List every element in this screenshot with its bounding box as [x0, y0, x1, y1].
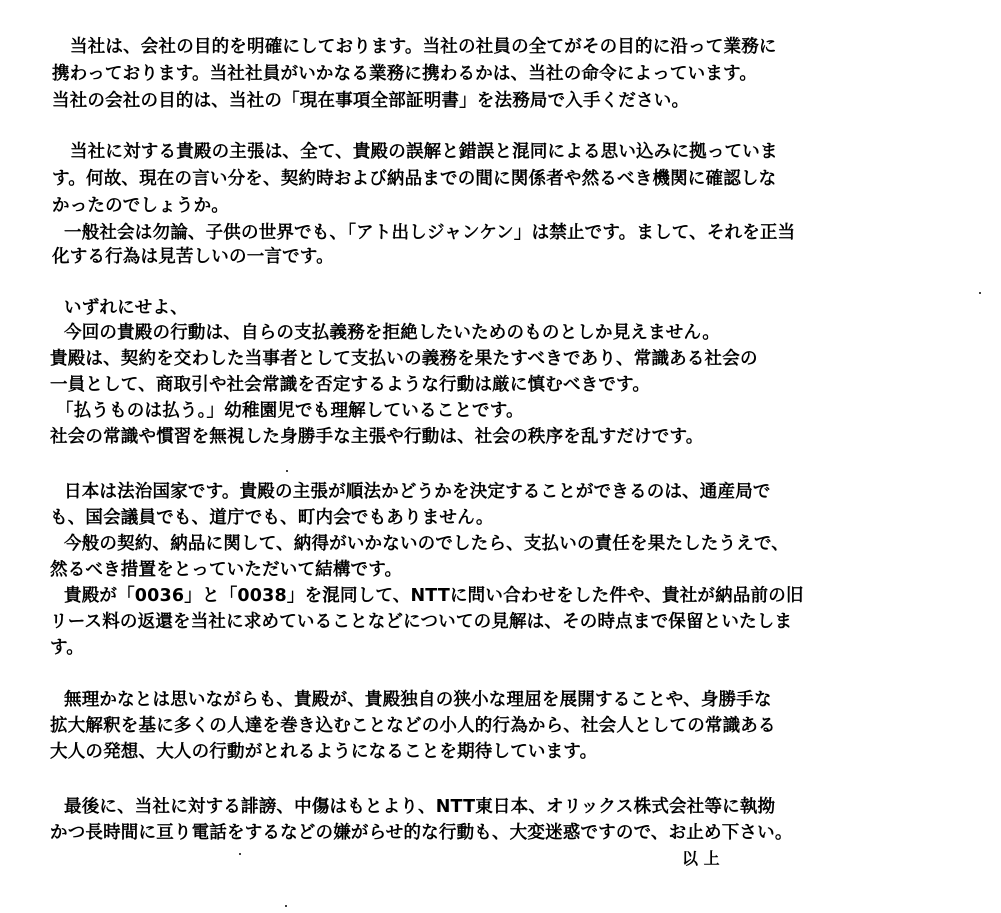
closing-mark: 以 上 — [682, 849, 720, 868]
text-line: 然るべき措置をとっていただいて結構です。 — [50, 560, 403, 580]
text-line: す。 — [50, 638, 84, 658]
text-line: 一般社会は勿論、子供の世界でも、「アト出しジャンケン」は禁止です。まして、それを正当 — [64, 223, 796, 243]
scan-speck — [285, 905, 287, 907]
text-line: かつ長時間に亘り電話をするなどの嫌がらせ的な行動も、大変迷惑ですので、お止め下さい。 — [50, 823, 793, 843]
text-line: リース料の返還を当社に求めていることなどについての見解は、その時点まで保留といたしま — [50, 612, 793, 632]
scan-speck — [239, 853, 241, 855]
text-line: 無理かなとは思いながらも、貴殿が、貴殿独自の狭小な理屈を展開することや、身勝手な — [64, 690, 772, 710]
text-line: も、国会議員でも、道庁でも、町内会でもありません。 — [50, 508, 494, 528]
text-line: す。何故、現在の言い分を、契約時および納品までの間に関係者や然るべき機関に確認しな — [52, 169, 777, 189]
text-line: 携わっております。当社社員がいかなる業務に携わるかは、当社の命令によっています。 — [52, 64, 758, 84]
text-line: 社会の常識や慣習を無視した身勝手な主張や行動は、社会の秩序を乱すだけです。 — [50, 427, 704, 447]
text-line: 今回の貴殿の行動は、自らの支払義務を拒絶したいためのものとしか見えません。 — [64, 323, 720, 343]
text-line: 拡大解釈を基に多くの人達を巻き込むことなどの小人的行為から、社会人としての常識ある — [50, 716, 776, 736]
text-line: 最後に、当社に対する誹謗、中傷はもとより、NTT東日本、オリックス株式会社等に執拗 — [64, 797, 776, 817]
scan-speck — [979, 292, 981, 294]
text-line: 日本は法治国家です。貴殿の主張が順法かどうかを決定することができるのは、通産局で — [64, 482, 771, 502]
text-line: 当社の会社の目的は、当社の「現在事項全部証明書」を法務局で入手ください。 — [52, 91, 690, 111]
text-line: 当社に対する貴殿の主張は、全て、貴殿の誤解と錯誤と混同による思い込みに拠っていま — [70, 142, 778, 162]
text-line: 貴殿が「0036」と「0038」を混同して、NTTに問い合わせをした件や、貴社が納品前の旧 — [64, 586, 804, 606]
text-line: 貴殿は、契約を交わした当事者として支払いの義務を果たすべきであり、常識ある社会の — [50, 349, 758, 369]
text-line: 「払うものは払う。」幼稚園児でも理解していることです。 — [56, 401, 524, 421]
text-line: 大人の発想、大人の行動がとれるようになることを期待しています。 — [50, 742, 598, 762]
scan-speck — [286, 470, 288, 472]
text-line: 一員として、商取引や社会常識を否定するような行動は厳に慎むべきです。 — [50, 375, 651, 395]
text-line: 当社は、会社の目的を明確にしております。当社の社員の全てがその目的に沿って業務に — [70, 37, 777, 57]
text-line: かったのでしょうか。 — [52, 196, 229, 216]
text-line: いずれにせよ、 — [64, 298, 188, 318]
text-line: 今般の契約、納品に関して、納得がいかないのでしたら、支払いの責任を果たしたうえで、 — [64, 534, 789, 554]
text-line: 化する行為は見苦しいの一言です。 — [52, 247, 334, 267]
